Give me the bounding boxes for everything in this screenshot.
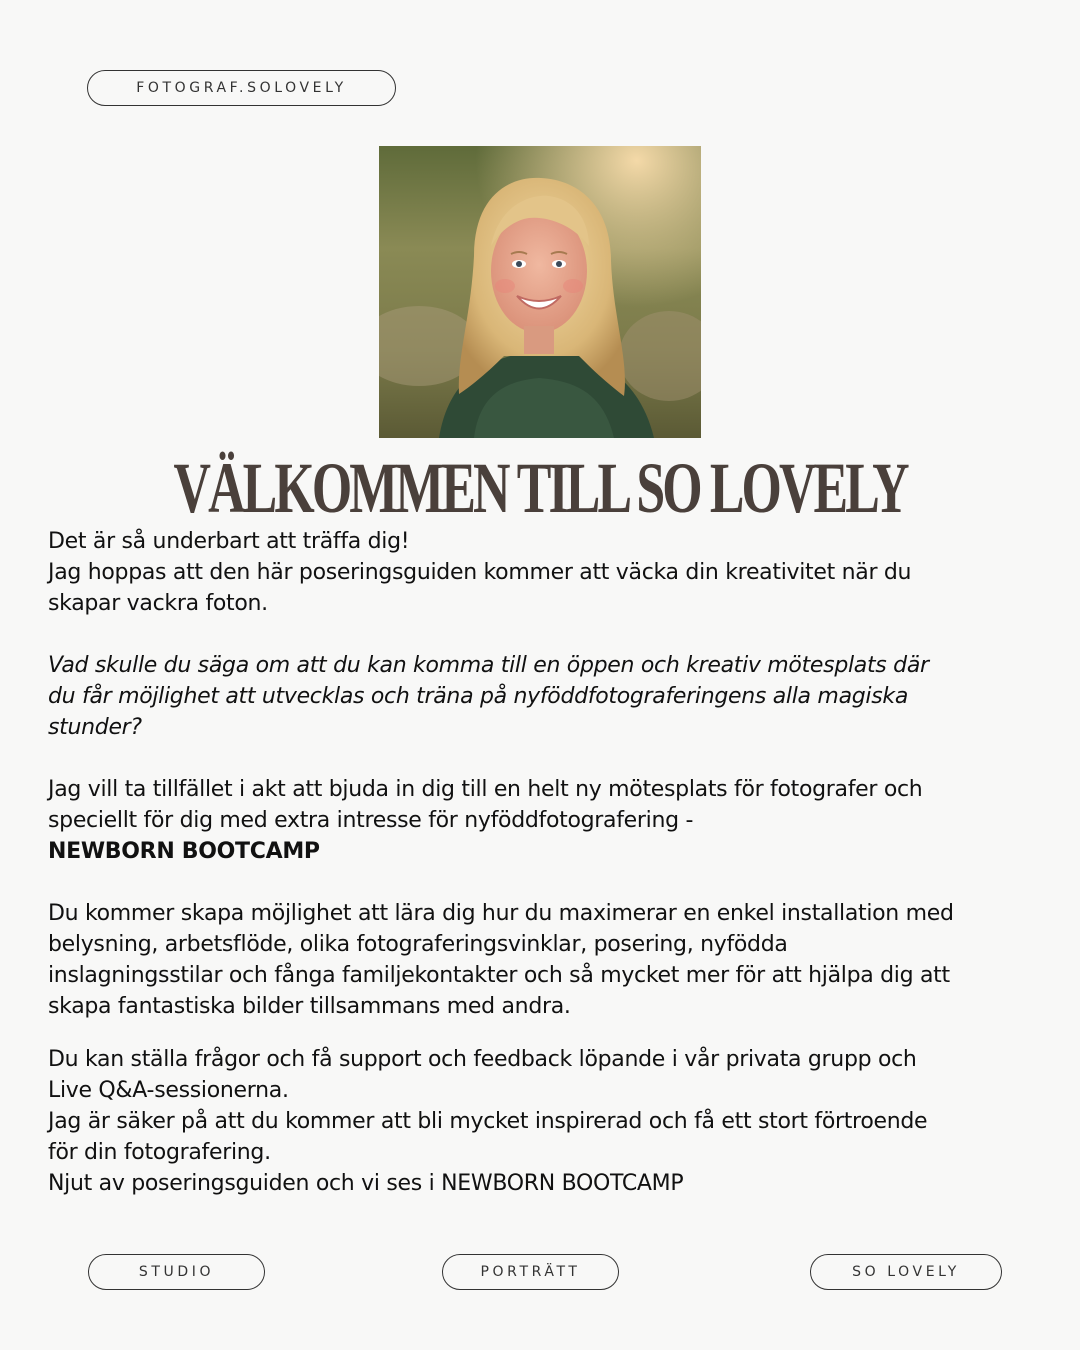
text-line: Det är så underbart att träffa dig! xyxy=(48,529,410,554)
text-line: för din fotografering. xyxy=(48,1140,271,1165)
portratt-label: PORTRÄTT xyxy=(480,1264,581,1280)
text-line: inslagningsstilar och fånga familjekontakter och så mycket mer för att hjälpa dig att xyxy=(48,963,950,988)
text-line: Jag hoppas att den här poseringsguiden kommer att väcka din kreativitet när du xyxy=(48,560,912,585)
portratt-pill[interactable] xyxy=(442,1254,619,1290)
text-line: Du kan ställa frågor och få support och feedback löpande i vår privata grupp och xyxy=(48,1047,917,1072)
text-line: Jag vill ta tillfället i akt att bjuda in dig till en helt ny mötesplats för fotografer och xyxy=(48,777,923,802)
text-line: belysning, arbetsflöde, olika fotograferingsvinklar, posering, nyfödda xyxy=(48,932,788,957)
italic-line: du får möjlighet att utvecklas och träna på nyföddfotograferingens alla magiska xyxy=(48,684,909,709)
text-line: skapar vackra foton. xyxy=(48,591,268,616)
text-line: skapa fantastiska bilder tillsammans med andra. xyxy=(48,994,571,1019)
italic-line: Vad skulle du säga om att du kan komma till en öppen och kreativ mötesplats där xyxy=(48,653,929,678)
text-line: Njut av poseringsguiden och vi ses i NEWBORN BOOTCAMP xyxy=(48,1171,684,1196)
welcome-text xyxy=(48,526,1043,1199)
studio-label: STUDIO xyxy=(138,1264,215,1280)
portrait-photo xyxy=(379,146,701,438)
text-line: Du kommer skapa möjlighet att lära dig hur du maximerar en enkel installation med xyxy=(48,901,954,926)
italic-line: stunder? xyxy=(48,715,142,740)
smiling-woman-portrait-icon xyxy=(379,146,701,438)
brand-handle-label: FOTOGRAF.SOLOVELY xyxy=(136,80,347,96)
page-title-text: VÄLKOMMEN TILL SO LOVELY xyxy=(173,448,907,528)
bootcamp-heading: NEWBORN BOOTCAMP xyxy=(48,839,320,864)
text-line: Live Q&A-sessionerna. xyxy=(48,1078,289,1103)
studio-pill[interactable] xyxy=(88,1254,265,1290)
text-line: speciellt för dig med extra intresse för nyföddfotografering - xyxy=(48,808,694,833)
page-title xyxy=(0,448,1080,528)
solovely-pill[interactable] xyxy=(810,1254,1002,1290)
solovely-label: SO LOVELY xyxy=(852,1264,960,1280)
brand-handle-pill[interactable] xyxy=(87,70,396,106)
text-line: Jag är säker på att du kommer att bli mycket inspirerad och få ett stort förtroende xyxy=(48,1109,928,1134)
